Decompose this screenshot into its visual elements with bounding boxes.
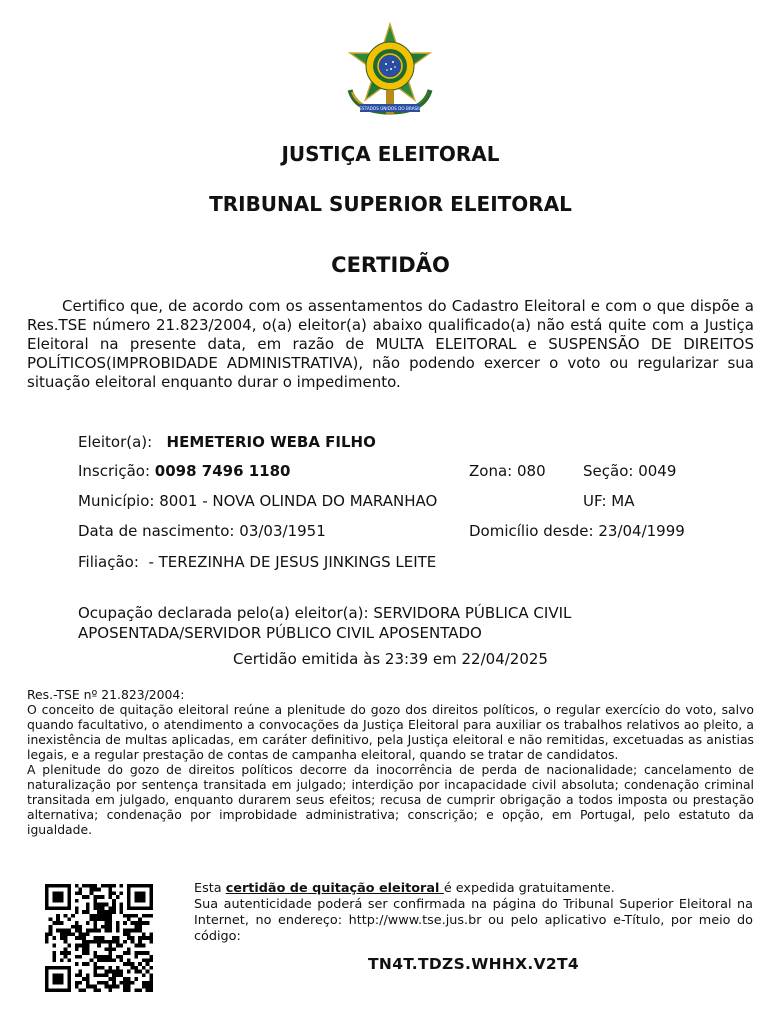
municipio-label: Município: [78, 492, 155, 510]
brazil-coat-of-arms-icon [342, 20, 438, 118]
filiacao-field [78, 553, 436, 571]
domicilio-label: Domicílio desde: [469, 522, 594, 540]
secao-label: Seção: [583, 462, 634, 480]
voter-name-row [78, 433, 376, 451]
footer-gratuita: é expedida gratuitamente. [443, 881, 615, 896]
voter-name-label: Eleitor(a): [78, 433, 153, 451]
svg-text:ESTADOS UNIDOS DO BRASIL: ESTADOS UNIDOS DO BRASIL [359, 106, 421, 111]
legal-paragraph-1: O conceito de quitação eleitoral reúne a plenitude do gozo dos direitos políticos, o regular exercício do voto, salvo quando facultativo, o atendimento a convocações da Justiça Eleitoral para auxiliar os trabalhos relativos ao pleito, a inexistência de multas aplicadas, em caráter definitivo, pela Justiça eleitoral e não remitidas, excetuadas as anistias legais, e a regular prestação de contas de campanha eleitoral, quando se tratar de candidatos. [27, 702, 754, 762]
certidao-quitacao-link: certidão de quitação eleitoral [225, 881, 444, 896]
voter-name: HEMETERIO WEBA FILHO [166, 433, 376, 451]
authenticity-text: Sua autenticidade poderá ser confirmada na página do Tribunal Superior Eleitoral na Internet, no endereço: http://www.tse.jus.br ou pelo aplicativo e-Título, por meio do código: [194, 897, 753, 944]
uf-label: UF: [583, 492, 607, 510]
uf-value: MA [611, 492, 635, 510]
zona-label: Zona: [469, 462, 513, 480]
validation-code: TN4T.TDZS.WHHX.V2T4 [368, 955, 579, 973]
institution-name: JUSTIÇA ELEITORAL [281, 142, 500, 166]
domicilio-value: 23/04/1999 [598, 522, 685, 540]
legal-paragraph-2: A plenitude do gozo de direitos políticos decorre da inocorrência de perda de nacionalidade; cancelamento de naturalização por sentença transitada em julgado; interdição por incapacidade civil absoluta; condenação criminal transitada em julgado, enquanto durarem seus efeitos; recusa de cumprir obrigação a todos imposta ou prestação alternativa; condenação por improbidade administrativa; conscrição; e opção, em Portugal, pelo estatuto da igualdade. [27, 762, 754, 837]
filiacao-value: - TEREZINHA DE JESUS JINKINGS LEITE [143, 553, 437, 571]
secao-value: 0049 [638, 462, 677, 480]
certification-text: Certifico que, de acordo com os assentamentos do Cadastro Eleitoral e com o que dispõe a Res.TSE número 21.823/2004, o(a) eleitor(a) abaixo qualificado(a) não está quite com a Justiça Eleitoral na presente data, em razão de MULTA ELEITORAL e SUSPENSÃO DE DIREITOS POLÍTICOS(IMPROBIDADE ADMINISTRATIVA), não podendo exercer o voto ou regularizar sua situação eleitoral enquanto durar o impedimento. [27, 297, 754, 391]
tribunal-name: TRIBUNAL SUPERIOR ELEITORAL [209, 192, 572, 216]
secao-field [583, 462, 676, 480]
inscricao-label: Inscrição: [78, 462, 150, 480]
legal-heading: Res.-TSE nº 21.823/2004: [27, 687, 185, 702]
municipio-value: 8001 - NOVA OLINDA DO MARANHAO [159, 492, 438, 510]
footer-esta: Esta [194, 881, 226, 896]
inscricao-row [78, 462, 290, 480]
issued-timestamp: Certidão emitida às 23:39 em 22/04/2025 [233, 650, 548, 668]
nascimento-field [78, 522, 326, 540]
ocupacao-declarada: Ocupação declarada pelo(a) eleitor(a): SERVIDORA PÚBLICA CIVIL APOSENTADA/SERVIDOR PÚBLICO CIVIL APOSENTADO [78, 604, 572, 642]
filiacao-label: Filiação: [78, 553, 139, 571]
nascimento-label: Data de nascimento: [78, 522, 235, 540]
qr-code-icon [45, 884, 153, 992]
uf-field [583, 492, 634, 510]
authenticity-footer [194, 881, 753, 945]
domicilio-field [469, 522, 685, 540]
document-title: CERTIDÃO [331, 253, 450, 277]
municipio-field [78, 492, 437, 510]
zona-value: 080 [517, 462, 546, 480]
zona-field [469, 462, 546, 480]
inscricao-value: 0098 7496 1180 [154, 462, 291, 480]
gratuity-line [194, 881, 753, 897]
legal-notice [27, 687, 754, 837]
nascimento-value: 03/03/1951 [239, 522, 326, 540]
